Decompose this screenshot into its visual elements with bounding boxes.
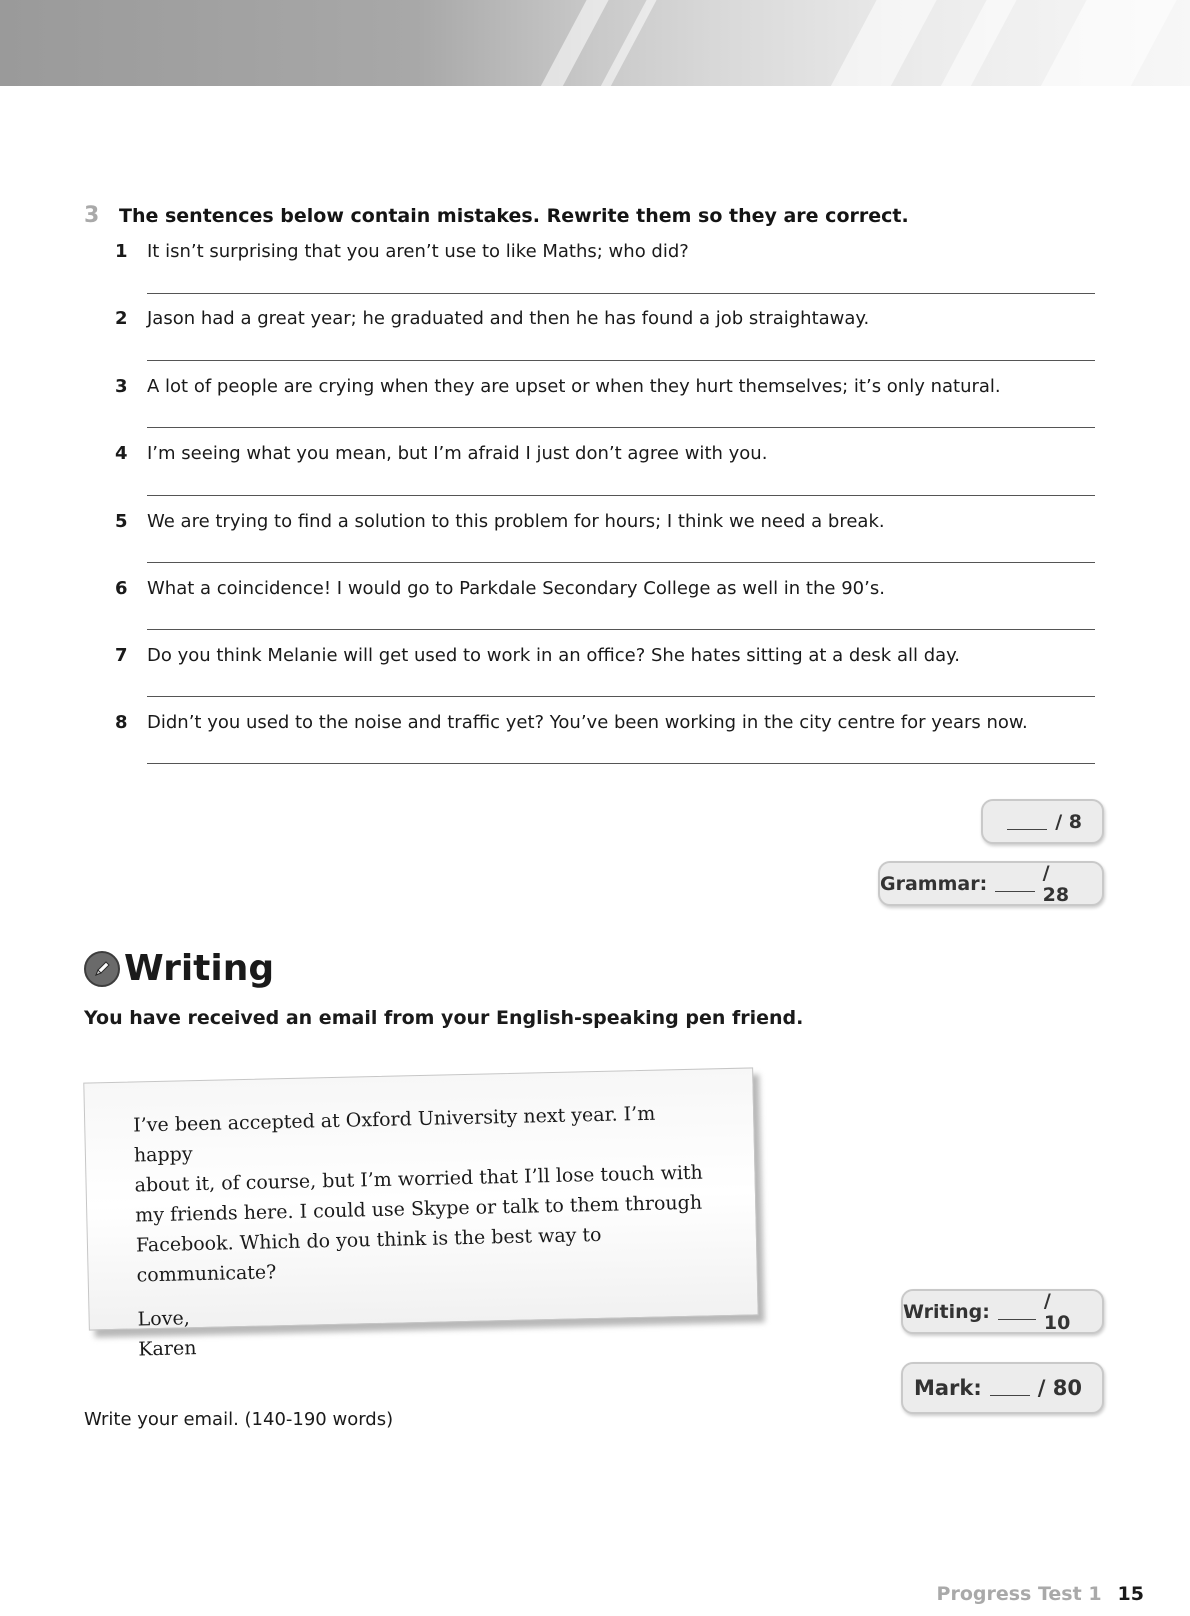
item-sentence: We are trying to find a solution to this problem for hours; I think we need a break. <box>147 511 885 532</box>
grammar-score-box <box>878 861 1104 906</box>
item-sentence: What a coincidence! I would go to Parkdale Secondary College as well in the 90’s. <box>147 578 885 599</box>
item-number: 3 <box>115 376 128 397</box>
writing-score-total: / 10 <box>1043 1289 1071 1334</box>
list-item <box>115 307 869 331</box>
answer-line[interactable] <box>147 562 1095 563</box>
email-signature: Karen <box>138 1337 197 1361</box>
mark-score-box <box>901 1362 1104 1414</box>
footer-test-label: Progress Test 1 <box>936 1583 1102 1605</box>
email-line: my friends here. I could use Skype or talk to them through <box>135 1191 703 1227</box>
list-item <box>115 240 689 264</box>
list-item <box>115 442 767 466</box>
item-sentence: Didn’t you used to the noise and traffic yet? You’ve been working in the city centre for years now. <box>147 712 1028 733</box>
exercise-number: 3 <box>84 203 100 228</box>
item-number: 1 <box>115 241 128 262</box>
grammar-score-total: / 28 <box>1042 861 1070 906</box>
email-line: Facebook. Which do you think is the best way to communicate? <box>135 1223 602 1287</box>
email-task-instruction: Write your email. (140-190 words) <box>84 1409 394 1430</box>
item-sentence: It isn’t surprising that you aren’t use to like Maths; who did? <box>147 241 689 262</box>
answer-line[interactable] <box>147 495 1095 496</box>
writing-score-label: Writing: <box>903 1300 990 1323</box>
email-card <box>83 1067 758 1361</box>
list-item <box>115 644 960 668</box>
item-sentence: A lot of people are crying when they are upset or when they hurt themselves; it’s only natural. <box>147 376 1001 397</box>
grammar-score-label: Grammar: <box>880 872 988 895</box>
mark-score-total: / 80 <box>1037 1376 1082 1400</box>
item-number: 4 <box>115 443 128 464</box>
writing-instruction: You have received an email from your English-speaking pen friend. <box>84 1007 804 1029</box>
exercise-3-heading <box>84 203 909 228</box>
item-sentence: Jason had a great year; he graduated and then he has found a job straightaway. <box>147 308 870 329</box>
mark-score-label: Mark: <box>913 1376 982 1400</box>
exercise-instruction: The sentences below contain mistakes. Rewrite them so they are correct. <box>119 205 909 227</box>
writing-section-heading <box>84 948 274 989</box>
email-line: I’ve been accepted at Oxford University next year. I’m happy <box>133 1102 656 1167</box>
email-line: about it, of course, but I’m worried that I’ll lose touch with <box>134 1161 704 1197</box>
answer-line[interactable] <box>147 360 1095 361</box>
answer-line[interactable] <box>147 629 1095 630</box>
grammar-score-blank[interactable] <box>995 876 1034 892</box>
page-number: 15 <box>1117 1583 1144 1605</box>
list-item <box>115 577 885 601</box>
answer-line[interactable] <box>147 293 1095 294</box>
list-item <box>115 375 1001 399</box>
email-closing: Love, <box>137 1307 190 1331</box>
item-sentence: Do you think Melanie will get used to work in an office? She hates sitting at a desk all day. <box>147 645 960 666</box>
writing-score-blank[interactable] <box>998 1304 1036 1320</box>
item-number: 2 <box>115 308 128 329</box>
list-item <box>115 510 885 534</box>
item-number: 8 <box>115 712 128 733</box>
exercise-score-total: / 8 <box>1055 810 1082 833</box>
page-footer <box>937 1583 1144 1605</box>
item-number: 5 <box>115 511 128 532</box>
pencil-icon <box>84 951 120 987</box>
list-item <box>115 711 1028 735</box>
exercise-score-box <box>981 799 1104 844</box>
writing-score-box <box>901 1289 1104 1334</box>
mark-score-blank[interactable] <box>990 1380 1030 1396</box>
item-number: 6 <box>115 578 128 599</box>
item-number: 7 <box>115 645 128 666</box>
answer-line[interactable] <box>147 763 1095 764</box>
section-title: Writing <box>124 948 275 989</box>
answer-line[interactable] <box>147 427 1095 428</box>
answer-line[interactable] <box>147 696 1095 697</box>
header-banner <box>0 0 1190 86</box>
item-sentence: I’m seeing what you mean, but I’m afraid I just don’t agree with you. <box>147 443 768 464</box>
exercise-score-blank[interactable] <box>1007 814 1047 830</box>
